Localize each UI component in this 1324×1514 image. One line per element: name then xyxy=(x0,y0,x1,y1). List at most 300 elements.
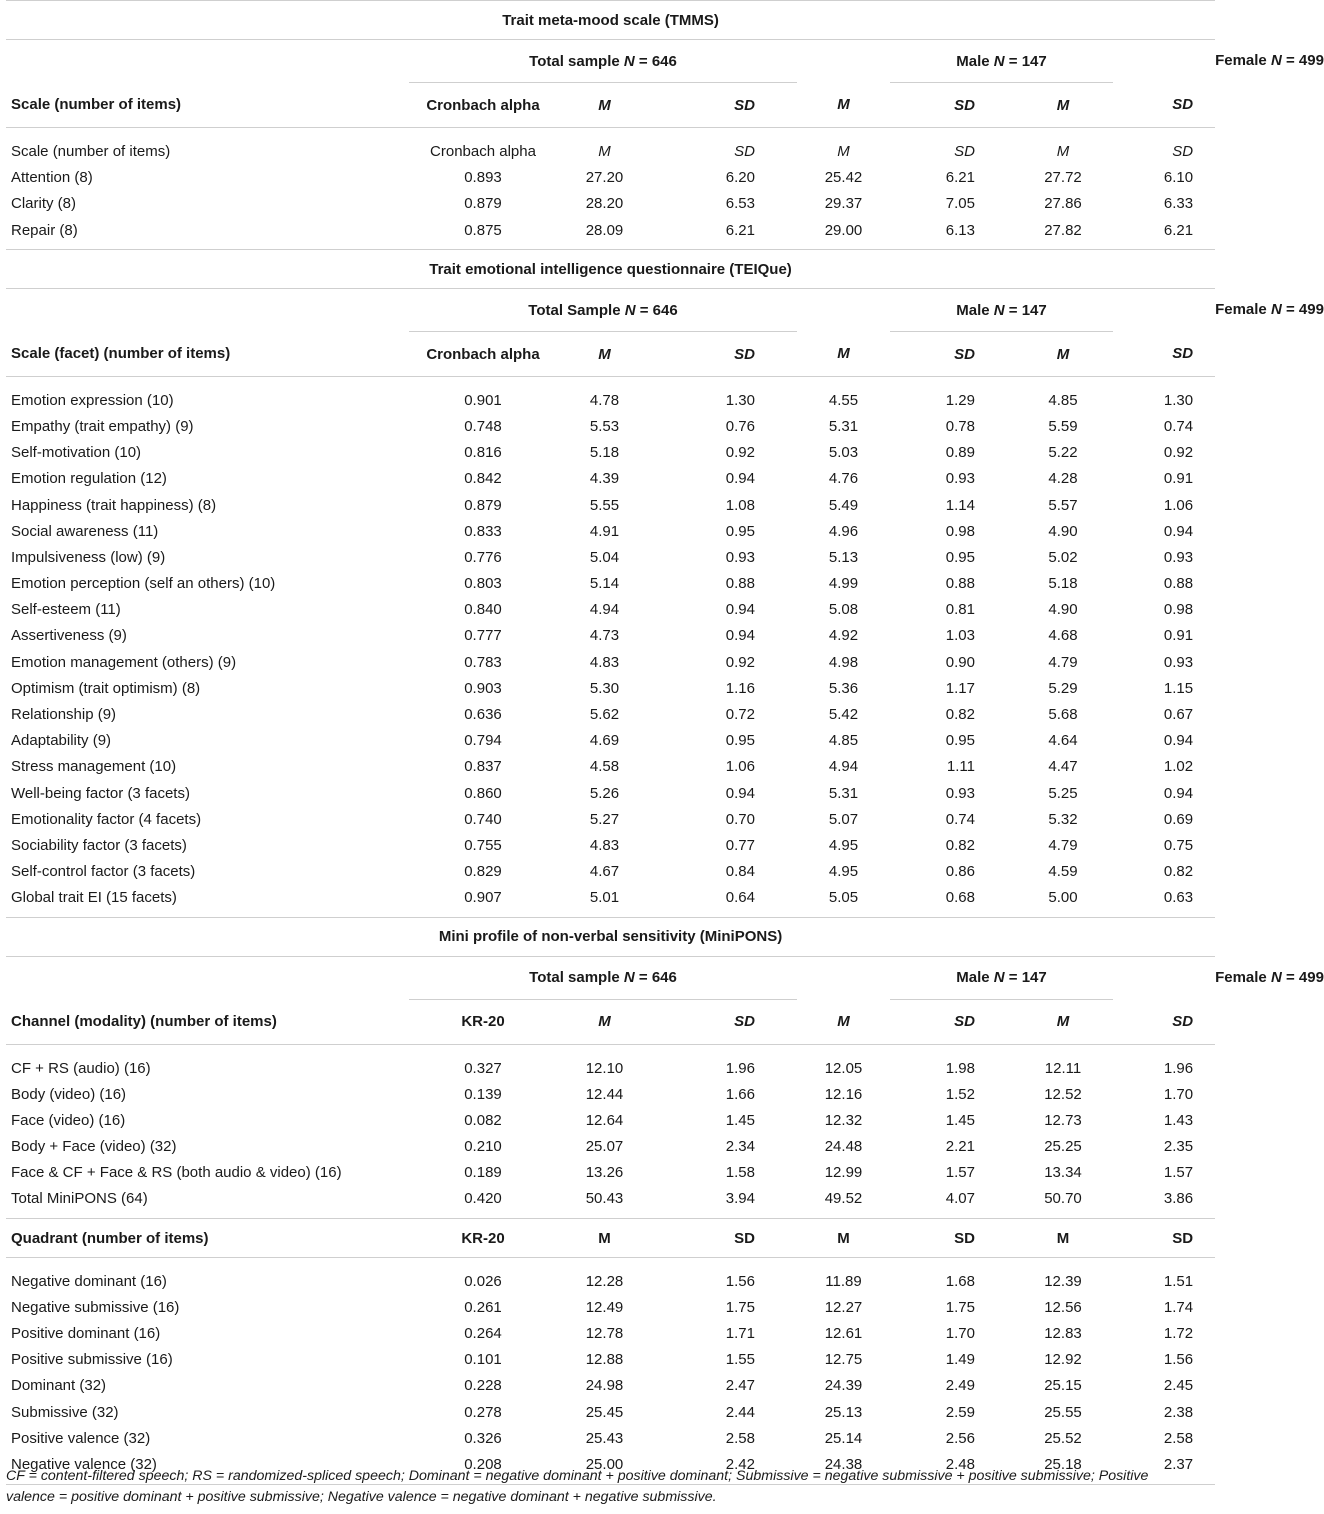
female-mean-cell: 5.02 xyxy=(1048,548,1078,566)
female-sd-cell: 1.96 xyxy=(1163,1059,1194,1077)
total-mean-cell: 28.20 xyxy=(585,195,624,213)
total-mean-cell: 25.07 xyxy=(585,1138,624,1156)
female-sd-cell: 1.06 xyxy=(1163,496,1194,514)
total-sd-cell: 0.93 xyxy=(725,548,755,566)
group-total-sample-value: = 646 xyxy=(634,52,677,70)
group-header-gap xyxy=(797,289,890,332)
group-total-sample-n: N xyxy=(623,969,635,987)
row-label: Emotion management (others) (9) xyxy=(11,653,237,671)
reliability-cell: 0.840 xyxy=(464,601,502,619)
female-mean-cell: 25.15 xyxy=(1044,1377,1082,1395)
repeated-header-row xyxy=(6,138,1215,164)
spacer-cell xyxy=(6,377,1215,388)
row-label: CF + RS (audio) (16) xyxy=(11,1059,151,1077)
spacer-row xyxy=(6,128,1215,139)
female-sd-cell: 0.92 xyxy=(1163,444,1194,462)
male-sd-cell: 1.57 xyxy=(945,1164,975,1182)
section-title: Mini profile of non-verbal sensitivity (MiniPONS) xyxy=(6,917,1215,956)
group-header-gap xyxy=(797,40,890,83)
total-sd-cell: 2.34 xyxy=(725,1138,755,1156)
table-row xyxy=(6,1347,1215,1373)
male-mean-cell: 4.96 xyxy=(828,522,859,540)
total-mean-cell: 25.00 xyxy=(585,1455,624,1473)
row-label: Total MiniPONS (64) xyxy=(11,1190,148,1208)
total-mean-cell: 4.67 xyxy=(589,863,620,881)
female-mean-cell: 12.92 xyxy=(1044,1351,1082,1369)
male-sd-cell: 0.82 xyxy=(945,836,975,854)
table-footnote: CF = content-filtered speech; RS = randomized-spliced speech; Dominant = negative dominant + positive dominant; Submissive = negative submissive + positive submissive; Positive valence = positive dominant + positive submissive; Negative valence = negative dominant + negative submissive. xyxy=(6,1468,1149,1505)
column-header-row xyxy=(6,332,1215,377)
row-label: Body + Face (video) (32) xyxy=(11,1138,177,1156)
group-total-sample-n: N xyxy=(624,301,636,319)
total-mean-cell: 4.73 xyxy=(589,627,620,645)
male-sd-cell: 1.52 xyxy=(945,1085,975,1103)
total-mean-cell: 50.43 xyxy=(585,1190,624,1208)
reliability-cell: 0.783 xyxy=(464,653,502,671)
group-female-value: = 499 xyxy=(1281,969,1324,987)
total-sd-cell: 0.70 xyxy=(725,810,755,828)
repeated-header-m: M xyxy=(837,142,850,160)
column-header-m: M xyxy=(1013,332,1113,377)
male-sd-cell: 1.17 xyxy=(945,679,975,697)
total-sd-cell: 0.77 xyxy=(725,836,755,854)
total-sd-cell: 0.84 xyxy=(725,863,755,881)
row-label: Well-being factor (3 facets) xyxy=(11,784,190,802)
female-mean-cell: 27.82 xyxy=(1044,221,1082,239)
male-sd-cell: 0.89 xyxy=(945,444,975,462)
total-mean-cell: 12.49 xyxy=(585,1298,624,1316)
group-total-sample-value: = 646 xyxy=(635,301,678,319)
group-total-sample-prefix: Total Sample xyxy=(528,301,625,319)
female-sd-cell: 1.30 xyxy=(1163,391,1194,409)
table-row xyxy=(6,1160,1215,1186)
total-mean-cell: 5.53 xyxy=(589,417,620,435)
male-sd-cell: 1.45 xyxy=(945,1111,975,1129)
row-label: Body (video) (16) xyxy=(11,1085,127,1103)
male-sd-cell: 4.07 xyxy=(945,1190,975,1208)
row-label: Emotionality factor (4 facets) xyxy=(11,810,202,828)
column-header-m: M xyxy=(1013,999,1113,1044)
male-sd-cell: 1.75 xyxy=(945,1298,975,1316)
male-mean-cell: 49.52 xyxy=(824,1190,863,1208)
total-sd-cell: 0.94 xyxy=(725,784,755,802)
group-female-value: = 499 xyxy=(1281,52,1324,70)
total-mean-cell: 5.62 xyxy=(589,706,620,724)
column-header-m: M xyxy=(557,332,652,377)
spacer-cell xyxy=(6,128,1215,139)
female-mean-cell: 27.72 xyxy=(1044,168,1082,186)
reliability-cell: 0.893 xyxy=(464,168,502,186)
female-mean-cell: 5.29 xyxy=(1048,679,1078,697)
male-sd-cell: 2.21 xyxy=(945,1138,975,1156)
reliability-cell: 0.879 xyxy=(464,195,502,213)
row-label: Positive dominant (16) xyxy=(11,1325,161,1343)
table-row xyxy=(6,1107,1215,1133)
male-sd-cell: 0.95 xyxy=(945,548,975,566)
column-header-m: M xyxy=(797,1219,890,1258)
reliability-cell: 0.420 xyxy=(464,1190,502,1208)
reliability-cell: 0.860 xyxy=(464,784,502,802)
total-mean-cell: 4.78 xyxy=(589,391,620,409)
table-row xyxy=(6,164,1215,190)
table-row xyxy=(6,466,1215,492)
female-mean-cell: 4.64 xyxy=(1048,732,1078,750)
group-female-n: N xyxy=(1270,969,1282,987)
female-mean-cell: 4.90 xyxy=(1048,522,1078,540)
female-mean-cell: 25.55 xyxy=(1044,1403,1082,1421)
group-header-gap xyxy=(797,956,890,999)
female-mean-cell: 4.79 xyxy=(1048,653,1078,671)
group-female-prefix: Female xyxy=(1215,52,1271,70)
table-row xyxy=(6,571,1215,597)
total-mean-cell: 12.78 xyxy=(585,1325,624,1343)
reliability-cell: 0.837 xyxy=(464,758,502,776)
total-sd-cell: 0.92 xyxy=(725,444,755,462)
column-header-reliability: KR-20 xyxy=(409,999,557,1044)
reliability-cell: 0.794 xyxy=(464,732,502,750)
total-mean-cell: 5.18 xyxy=(589,444,620,462)
female-sd-cell: 1.74 xyxy=(1163,1298,1194,1316)
total-mean-cell: 5.26 xyxy=(589,784,620,802)
total-sd-cell: 1.56 xyxy=(725,1272,755,1290)
male-sd-cell: 6.21 xyxy=(945,168,975,186)
total-mean-cell: 25.45 xyxy=(585,1403,624,1421)
male-mean-cell: 4.55 xyxy=(828,391,859,409)
row-label: Clarity (8) xyxy=(11,195,77,213)
row-label: Adaptability (9) xyxy=(11,732,112,750)
male-mean-cell: 12.05 xyxy=(824,1059,863,1077)
row-label: Attention (8) xyxy=(11,168,93,186)
total-mean-cell: 12.88 xyxy=(585,1351,624,1369)
female-mean-cell: 12.52 xyxy=(1044,1085,1082,1103)
column-header-sd: SD xyxy=(890,332,1013,377)
group-male-value: = 147 xyxy=(1004,969,1047,987)
total-sd-cell: 1.75 xyxy=(725,1298,755,1316)
female-mean-cell: 5.25 xyxy=(1048,784,1078,802)
table-row xyxy=(6,1134,1215,1160)
total-sd-cell: 1.58 xyxy=(725,1164,755,1182)
male-mean-cell: 29.00 xyxy=(824,221,863,239)
total-mean-cell: 5.30 xyxy=(589,679,620,697)
female-mean-cell: 50.70 xyxy=(1044,1190,1082,1208)
female-mean-cell: 5.00 xyxy=(1048,889,1078,907)
female-sd-cell: 0.63 xyxy=(1163,889,1194,907)
section-title: Trait emotional intelligence questionnaire (TEIQue) xyxy=(6,250,1215,289)
male-sd-cell: 0.98 xyxy=(945,522,975,540)
spacer-cell xyxy=(6,1258,1215,1269)
total-sd-cell: 0.94 xyxy=(725,470,755,488)
female-sd-cell: 0.91 xyxy=(1163,470,1194,488)
table-row xyxy=(6,217,1215,243)
female-sd-cell: 0.88 xyxy=(1163,575,1194,593)
total-sd-cell: 1.08 xyxy=(725,496,755,514)
group-header-spacer xyxy=(6,40,409,83)
reliability-cell: 0.903 xyxy=(464,679,502,697)
total-mean-cell: 4.83 xyxy=(589,653,620,671)
table-body xyxy=(6,1,1324,1485)
female-sd-cell: 2.35 xyxy=(1163,1138,1194,1156)
female-mean-cell: 5.59 xyxy=(1048,417,1078,435)
reliability-cell: 0.842 xyxy=(464,470,502,488)
total-sd-cell: 0.72 xyxy=(725,706,755,724)
column-header-sd: SD xyxy=(1113,332,1215,377)
row-label: Submissive (32) xyxy=(11,1403,119,1421)
male-mean-cell: 12.99 xyxy=(824,1164,863,1182)
female-mean-cell: 27.86 xyxy=(1044,195,1082,213)
male-sd-cell: 1.14 xyxy=(945,496,975,514)
spacer-cell xyxy=(6,1044,1215,1055)
female-mean-cell: 13.34 xyxy=(1044,1164,1082,1182)
male-mean-cell: 24.39 xyxy=(824,1377,863,1395)
male-mean-cell: 4.92 xyxy=(828,627,859,645)
male-sd-cell: 0.74 xyxy=(945,810,975,828)
group-total-sample xyxy=(409,289,797,332)
row-label: Global trait EI (15 facets) xyxy=(11,889,177,907)
female-mean-cell: 5.22 xyxy=(1048,444,1078,462)
total-sd-cell: 0.88 xyxy=(725,575,755,593)
female-mean-cell: 4.28 xyxy=(1048,470,1078,488)
male-sd-cell: 2.56 xyxy=(945,1429,975,1447)
male-mean-cell: 4.99 xyxy=(828,575,859,593)
total-mean-cell: 27.20 xyxy=(585,168,624,186)
table-row xyxy=(6,1425,1215,1451)
female-mean-cell: 5.68 xyxy=(1048,706,1078,724)
male-mean-cell: 4.95 xyxy=(828,863,859,881)
total-sd-cell: 1.71 xyxy=(725,1325,755,1343)
total-sd-cell: 1.06 xyxy=(725,758,755,776)
total-sd-cell: 0.64 xyxy=(725,889,755,907)
reliability-cell: 0.879 xyxy=(464,496,502,514)
column-header-reliability: KR-20 xyxy=(409,1219,557,1258)
column-header-scale: Quadrant (number of items) xyxy=(6,1219,409,1258)
male-mean-cell: 12.32 xyxy=(824,1111,863,1129)
reliability-cell: 0.907 xyxy=(464,889,502,907)
group-male-prefix: Male xyxy=(956,301,994,319)
repeated-header-m: M xyxy=(598,142,611,160)
reliability-cell: 0.776 xyxy=(464,548,502,566)
table-row xyxy=(6,1268,1215,1294)
female-mean-cell: 12.39 xyxy=(1044,1272,1082,1290)
total-mean-cell: 4.69 xyxy=(589,732,620,750)
male-mean-cell: 12.27 xyxy=(824,1298,863,1316)
table-row xyxy=(6,806,1215,832)
male-mean-cell: 5.08 xyxy=(828,601,859,619)
group-male-n: N xyxy=(993,301,1005,319)
row-label: Self-motivation (10) xyxy=(11,444,142,462)
total-mean-cell: 4.39 xyxy=(589,470,620,488)
female-mean-cell: 4.79 xyxy=(1048,836,1078,854)
column-header-sd: SD xyxy=(890,1219,1013,1258)
male-sd-cell: 0.90 xyxy=(945,653,975,671)
row-label: Impulsiveness (low) (9) xyxy=(11,548,166,566)
table-row xyxy=(6,518,1215,544)
female-sd-cell: 0.75 xyxy=(1163,836,1194,854)
male-sd-cell: 1.98 xyxy=(945,1059,975,1077)
reliability-cell: 0.875 xyxy=(464,221,502,239)
male-mean-cell: 25.13 xyxy=(824,1403,863,1421)
male-sd-cell: 1.49 xyxy=(945,1351,975,1369)
group-total-sample xyxy=(409,956,797,999)
column-header-scale: Channel (modality) (number of items) xyxy=(6,999,409,1044)
reliability-cell: 0.264 xyxy=(464,1325,502,1343)
table-row xyxy=(6,1055,1215,1081)
row-label: Face & CF + Face & RS (both audio & video) (16) xyxy=(11,1164,342,1182)
column-header-m: M xyxy=(797,332,890,377)
male-sd-cell: 1.29 xyxy=(945,391,975,409)
row-label: Positive submissive (16) xyxy=(11,1351,173,1369)
total-mean-cell: 5.55 xyxy=(589,496,620,514)
male-mean-cell: 4.98 xyxy=(828,653,859,671)
total-mean-cell: 13.26 xyxy=(585,1164,624,1182)
female-mean-cell: 4.85 xyxy=(1048,391,1078,409)
row-label: Emotion perception (self an others) (10) xyxy=(11,575,276,593)
female-sd-cell: 0.94 xyxy=(1163,784,1194,802)
reliability-cell: 0.829 xyxy=(464,863,502,881)
female-mean-cell: 25.52 xyxy=(1044,1429,1082,1447)
descriptive-statistics-table xyxy=(6,0,1324,1485)
group-male-n: N xyxy=(993,52,1005,70)
reliability-cell: 0.189 xyxy=(464,1164,502,1182)
total-sd-cell: 1.30 xyxy=(725,391,755,409)
total-sd-cell: 2.44 xyxy=(725,1403,755,1421)
male-sd-cell: 6.13 xyxy=(945,221,975,239)
row-label: Dominant (32) xyxy=(11,1377,107,1395)
row-label: Stress management (10) xyxy=(11,758,177,776)
column-header-sd: SD xyxy=(652,1219,797,1258)
row-label: Relationship (9) xyxy=(11,706,117,724)
group-male xyxy=(890,40,1113,83)
table-row xyxy=(6,413,1215,439)
male-mean-cell: 5.07 xyxy=(828,810,859,828)
table-row xyxy=(6,1399,1215,1425)
group-total-sample-value: = 646 xyxy=(634,969,677,987)
column-header-sd: SD xyxy=(652,999,797,1044)
row-label: Self-esteem (11) xyxy=(11,601,121,619)
group-header-gap xyxy=(1113,40,1215,83)
group-male-value: = 147 xyxy=(1004,301,1047,319)
column-header-m: M xyxy=(1013,83,1113,128)
male-mean-cell: 29.37 xyxy=(824,195,863,213)
female-sd-cell: 6.33 xyxy=(1163,195,1194,213)
row-label: Empathy (trait empathy) (9) xyxy=(11,417,194,435)
row-label: Emotion expression (10) xyxy=(11,391,174,409)
table-row xyxy=(6,597,1215,623)
reliability-cell: 0.740 xyxy=(464,810,502,828)
reliability-cell: 0.261 xyxy=(464,1298,502,1316)
column-header-sd: SD xyxy=(890,83,1013,128)
group-male-prefix: Male xyxy=(956,52,994,70)
female-sd-cell: 0.93 xyxy=(1163,653,1194,671)
table-row xyxy=(6,675,1215,701)
table-row xyxy=(6,191,1215,217)
group-header-row xyxy=(6,289,1215,332)
female-mean-cell: 5.57 xyxy=(1048,496,1078,514)
group-male-prefix: Male xyxy=(956,969,994,987)
table-row xyxy=(6,780,1215,806)
total-sd-cell: 0.76 xyxy=(725,417,755,435)
reliability-cell: 0.901 xyxy=(464,391,502,409)
column-header-sd: SD xyxy=(652,83,797,128)
female-sd-cell: 2.37 xyxy=(1163,1455,1194,1473)
male-mean-cell: 5.31 xyxy=(828,784,859,802)
female-sd-cell: 0.91 xyxy=(1163,627,1194,645)
table-row xyxy=(6,754,1215,780)
total-mean-cell: 5.14 xyxy=(589,575,620,593)
section-title-row xyxy=(6,1,1215,40)
reliability-cell: 0.210 xyxy=(464,1138,502,1156)
table-row xyxy=(6,859,1215,885)
table-row xyxy=(6,728,1215,754)
female-sd-cell: 0.69 xyxy=(1163,810,1194,828)
male-mean-cell: 5.42 xyxy=(828,706,859,724)
female-sd-cell: 1.43 xyxy=(1163,1111,1194,1129)
repeated-header-sd: SD xyxy=(1172,142,1194,160)
column-header-m: M xyxy=(557,1219,652,1258)
female-sd-cell: 0.94 xyxy=(1163,732,1194,750)
column-header-sd: SD xyxy=(1113,999,1215,1044)
male-sd-cell: 1.70 xyxy=(945,1325,975,1343)
female-sd-cell: 1.70 xyxy=(1163,1085,1194,1103)
repeated-header-sd: SD xyxy=(734,142,755,160)
total-sd-cell: 2.58 xyxy=(725,1429,755,1447)
male-sd-cell: 0.68 xyxy=(945,889,975,907)
male-mean-cell: 4.76 xyxy=(828,470,859,488)
table-row xyxy=(6,1186,1215,1212)
male-mean-cell: 5.31 xyxy=(828,417,859,435)
total-sd-cell: 1.96 xyxy=(725,1059,755,1077)
total-mean-cell: 4.83 xyxy=(589,836,620,854)
section-title-row xyxy=(6,250,1215,289)
column-header-m: M xyxy=(797,999,890,1044)
female-sd-cell: 3.86 xyxy=(1163,1190,1194,1208)
group-total-sample-prefix: Total sample xyxy=(529,969,624,987)
female-mean-cell: 4.90 xyxy=(1048,601,1078,619)
group-header-spacer xyxy=(6,956,409,999)
female-mean-cell: 12.83 xyxy=(1044,1325,1082,1343)
male-sd-cell: 1.11 xyxy=(946,758,975,776)
section-title: Trait meta-mood scale (TMMS) xyxy=(6,1,1215,40)
female-mean-cell: 25.25 xyxy=(1044,1138,1082,1156)
total-mean-cell: 5.04 xyxy=(589,548,620,566)
repeated-header-m: M xyxy=(1056,142,1070,160)
column-header-sd: SD xyxy=(890,999,1013,1044)
female-mean-cell: 25.18 xyxy=(1044,1455,1082,1473)
total-mean-cell: 12.28 xyxy=(585,1272,624,1290)
male-sd-cell: 0.78 xyxy=(945,417,975,435)
female-sd-cell: 1.72 xyxy=(1163,1325,1194,1343)
spacer-row xyxy=(6,377,1215,388)
table-row xyxy=(6,1373,1215,1399)
total-sd-cell: 6.53 xyxy=(725,195,755,213)
male-sd-cell: 1.03 xyxy=(945,627,975,645)
column-header-m: M xyxy=(557,83,652,128)
male-sd-cell: 0.88 xyxy=(945,575,975,593)
group-female-n: N xyxy=(1270,52,1282,70)
spacer-row xyxy=(6,1258,1215,1269)
total-mean-cell: 12.64 xyxy=(585,1111,624,1129)
table-row xyxy=(6,387,1215,413)
table-row xyxy=(6,1320,1215,1346)
group-header-spacer xyxy=(6,289,409,332)
female-sd-cell: 0.98 xyxy=(1163,601,1194,619)
total-sd-cell: 0.92 xyxy=(725,653,755,671)
group-female-value: = 499 xyxy=(1281,301,1324,319)
total-sd-cell: 0.95 xyxy=(725,732,755,750)
total-mean-cell: 24.98 xyxy=(585,1377,624,1395)
column-header-m: M xyxy=(1013,1219,1113,1258)
column-header-sd: SD xyxy=(1113,83,1215,128)
row-label: Happiness (trait happiness) (8) xyxy=(11,496,217,514)
